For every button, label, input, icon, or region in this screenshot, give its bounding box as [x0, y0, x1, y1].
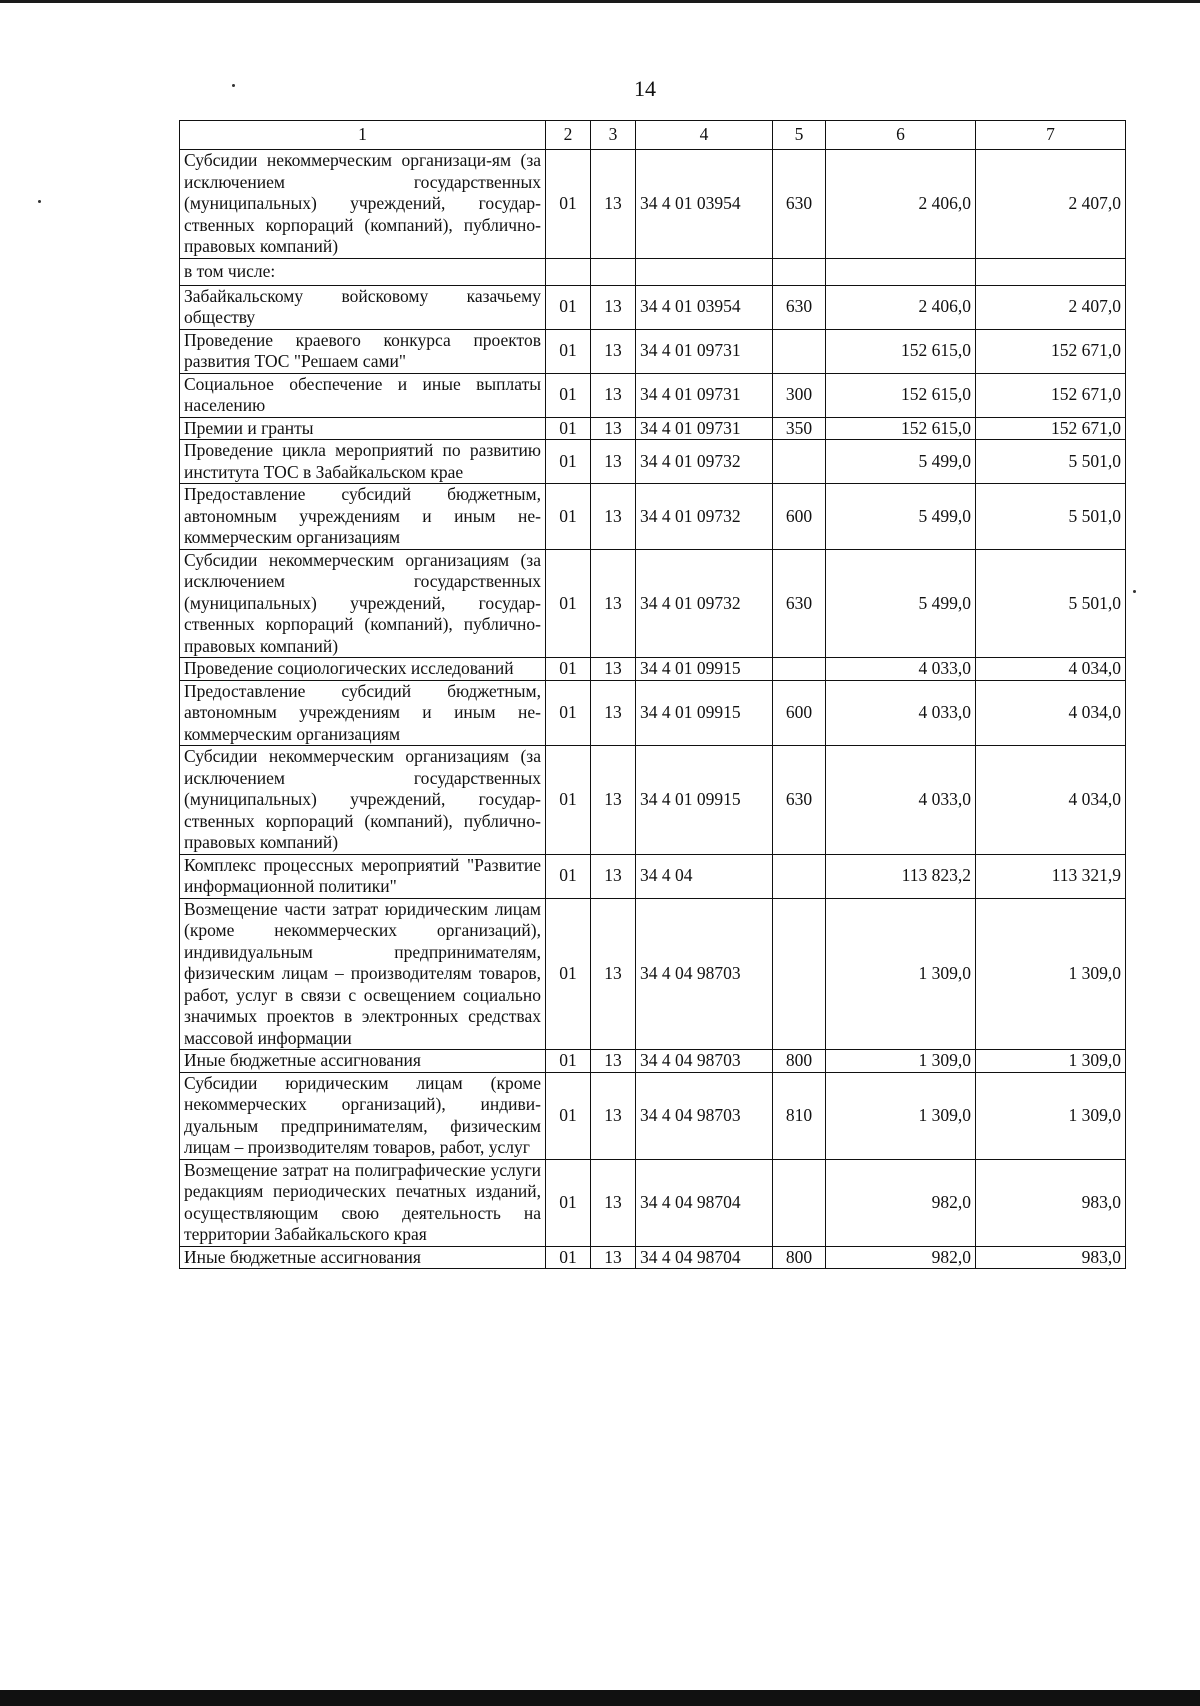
section-code-cell: 01: [546, 285, 591, 329]
row-name-cell: Комплекс процессных мероприятий "Развитие информационной политики": [180, 854, 546, 898]
amount-year-1-cell: 5 499,0: [826, 549, 976, 658]
scan-speck: [232, 84, 235, 87]
amount-year-1-cell: 152 615,0: [826, 417, 976, 440]
subsection-code-cell: 13: [591, 549, 636, 658]
section-code-cell: 01: [546, 1072, 591, 1159]
target-article-cell: 34 4 01 09731: [636, 373, 773, 417]
subsection-code-cell: 13: [591, 1246, 636, 1269]
section-code-cell: 01: [546, 373, 591, 417]
target-article-cell: 34 4 04 98703: [636, 1072, 773, 1159]
amount-year-1-cell: 1 309,0: [826, 1072, 976, 1159]
amount-year-2-cell: 113 321,9: [976, 854, 1126, 898]
subsection-code-cell: 13: [591, 484, 636, 550]
expense-type-cell: [773, 440, 826, 484]
target-article-cell: [636, 258, 773, 285]
amount-year-1-cell: 5 499,0: [826, 440, 976, 484]
amount-year-2-cell: [976, 258, 1126, 285]
amount-year-2-cell: 5 501,0: [976, 549, 1126, 658]
table-row: [180, 440, 1126, 484]
column-header: 2: [546, 121, 591, 150]
amount-year-2-cell: 4 034,0: [976, 680, 1126, 746]
amount-year-1-cell: 4 033,0: [826, 658, 976, 681]
row-name-cell: Проведение краевого конкурса проектов развития ТОС "Решаем сами": [180, 329, 546, 373]
expense-type-cell: [773, 898, 826, 1050]
target-article-cell: 34 4 01 09732: [636, 549, 773, 658]
table-row: [180, 1072, 1126, 1159]
amount-year-2-cell: 5 501,0: [976, 484, 1126, 550]
subsection-code-cell: 13: [591, 1159, 636, 1246]
section-code-cell: 01: [546, 1159, 591, 1246]
amount-year-2-cell: 4 034,0: [976, 746, 1126, 855]
target-article-cell: 34 4 01 03954: [636, 285, 773, 329]
column-header: 4: [636, 121, 773, 150]
scan-top-edge: [0, 0, 1200, 3]
target-article-cell: 34 4 04 98704: [636, 1159, 773, 1246]
expense-type-cell: 350: [773, 417, 826, 440]
expense-type-cell: 630: [773, 285, 826, 329]
target-article-cell: 34 4 01 09915: [636, 746, 773, 855]
section-code-cell: 01: [546, 440, 591, 484]
target-article-cell: 34 4 04: [636, 854, 773, 898]
amount-year-2-cell: 2 407,0: [976, 285, 1126, 329]
subsection-code-cell: [591, 258, 636, 285]
expense-type-cell: [773, 329, 826, 373]
expense-type-cell: 300: [773, 373, 826, 417]
subsection-code-cell: 13: [591, 658, 636, 681]
subsection-code-cell: 13: [591, 854, 636, 898]
table-row: [180, 1159, 1126, 1246]
section-code-cell: 01: [546, 484, 591, 550]
amount-year-2-cell: 5 501,0: [976, 440, 1126, 484]
section-code-cell: 01: [546, 1050, 591, 1073]
row-name-cell: Иные бюджетные ассигнования: [180, 1246, 546, 1269]
section-code-cell: 01: [546, 680, 591, 746]
expense-type-cell: 600: [773, 680, 826, 746]
column-header: 7: [976, 121, 1126, 150]
row-name-cell: Проведение цикла мероприятий по развитию института ТОС в Забайкальском крае: [180, 440, 546, 484]
amount-year-1-cell: 113 823,2: [826, 854, 976, 898]
row-name-cell: Забайкальскому войсковому казачьему обществу: [180, 285, 546, 329]
section-code-cell: 01: [546, 549, 591, 658]
expense-type-cell: [773, 258, 826, 285]
budget-table: [179, 120, 1126, 1269]
amount-year-2-cell: 1 309,0: [976, 1072, 1126, 1159]
target-article-cell: 34 4 01 09732: [636, 440, 773, 484]
expense-type-cell: 630: [773, 746, 826, 855]
row-name-cell: Предоставление субсидий бюджетным, автономным учреждениям и иным некоммерческим организациям: [180, 484, 546, 550]
table-row: [180, 417, 1126, 440]
row-name-cell: Социальное обеспечение и иные выплаты населению: [180, 373, 546, 417]
table-row: [180, 285, 1126, 329]
row-name-cell: Субсидии некоммерческим организаци-ям (за исключением государственных (муниципальных) учреждений, государственных корпораций (компаний), публично-правовых компаний): [180, 150, 546, 259]
expense-type-cell: 800: [773, 1246, 826, 1269]
expense-type-cell: [773, 658, 826, 681]
scan-speck: [38, 200, 41, 203]
target-article-cell: 34 4 04 98704: [636, 1246, 773, 1269]
amount-year-2-cell: 152 671,0: [976, 329, 1126, 373]
row-name-cell: Иные бюджетные ассигнования: [180, 1050, 546, 1073]
subsection-code-cell: 13: [591, 285, 636, 329]
amount-year-1-cell: 2 406,0: [826, 150, 976, 259]
section-code-cell: 01: [546, 854, 591, 898]
section-code-cell: [546, 258, 591, 285]
expense-type-cell: 800: [773, 1050, 826, 1073]
amount-year-1-cell: 4 033,0: [826, 680, 976, 746]
target-article-cell: 34 4 01 09731: [636, 329, 773, 373]
table-row: [180, 549, 1126, 658]
expense-type-cell: [773, 1159, 826, 1246]
subsection-code-cell: 13: [591, 746, 636, 855]
expense-type-cell: 600: [773, 484, 826, 550]
row-name-cell: Возмещение части затрат юридическим лицам (кроме некоммерческих организаций), индивидуальным предпринимателям, физическим лицам – производителям товаров, работ, услуг в связи с освещением социально значимых проектов в электронных средствах массовой информации: [180, 898, 546, 1050]
amount-year-2-cell: 983,0: [976, 1159, 1126, 1246]
row-name-cell: Возмещение затрат на полиграфические услуги редакциям периодических печатных изданий, осуществляющим свою деятельность на территории Забайкальского края: [180, 1159, 546, 1246]
amount-year-1-cell: 1 309,0: [826, 898, 976, 1050]
column-header: 6: [826, 121, 976, 150]
column-header: 3: [591, 121, 636, 150]
amount-year-1-cell: 982,0: [826, 1159, 976, 1246]
target-article-cell: 34 4 01 09915: [636, 680, 773, 746]
table-row: [180, 258, 1126, 285]
expense-type-cell: 810: [773, 1072, 826, 1159]
table-row: [180, 746, 1126, 855]
row-name-cell: Субсидии юридическим лицам (кроме некоммерческих организаций), индивидуальным предпринимателям, физическим лицам – производителям товаров, работ, услуг: [180, 1072, 546, 1159]
subsection-code-cell: 13: [591, 417, 636, 440]
subsection-code-cell: 13: [591, 150, 636, 259]
amount-year-2-cell: 1 309,0: [976, 898, 1126, 1050]
target-article-cell: 34 4 04 98703: [636, 898, 773, 1050]
section-code-cell: 01: [546, 746, 591, 855]
section-code-cell: 01: [546, 1246, 591, 1269]
table-row: [180, 1050, 1126, 1073]
section-code-cell: 01: [546, 417, 591, 440]
table-row: [180, 150, 1126, 259]
amount-year-1-cell: 2 406,0: [826, 285, 976, 329]
section-code-cell: 01: [546, 658, 591, 681]
section-code-cell: 01: [546, 150, 591, 259]
table-row: [180, 329, 1126, 373]
row-name-cell: Субсидии некоммерческим организациям (за исключением государственных (муниципальных) учреждений, государственных корпораций (компаний), публично-правовых компаний): [180, 746, 546, 855]
row-name-cell: в том числе:: [180, 258, 546, 285]
scan-bottom-band: [0, 1690, 1200, 1706]
subsection-code-cell: 13: [591, 1072, 636, 1159]
row-name-cell: Предоставление субсидий бюджетным, автономным учреждениям и иным некоммерческим организациям: [180, 680, 546, 746]
target-article-cell: 34 4 01 09732: [636, 484, 773, 550]
subsection-code-cell: 13: [591, 1050, 636, 1073]
row-name-cell: Проведение социологических исследований: [180, 658, 546, 681]
section-code-cell: 01: [546, 898, 591, 1050]
amount-year-2-cell: 2 407,0: [976, 150, 1126, 259]
amount-year-2-cell: 983,0: [976, 1246, 1126, 1269]
subsection-code-cell: 13: [591, 680, 636, 746]
amount-year-1-cell: 152 615,0: [826, 373, 976, 417]
column-header: 1: [180, 121, 546, 150]
header-row: [180, 121, 1126, 150]
amount-year-1-cell: 1 309,0: [826, 1050, 976, 1073]
amount-year-2-cell: 4 034,0: [976, 658, 1126, 681]
target-article-cell: 34 4 01 09731: [636, 417, 773, 440]
amount-year-1-cell: 152 615,0: [826, 329, 976, 373]
table-row: [180, 854, 1126, 898]
row-name-cell: Премии и гранты: [180, 417, 546, 440]
row-name-cell: Субсидии некоммерческим организациям (за исключением государственных (муниципальных) учреждений, государственных корпораций (компаний), публично-правовых компаний): [180, 549, 546, 658]
table-row: [180, 1246, 1126, 1269]
amount-year-1-cell: 982,0: [826, 1246, 976, 1269]
amount-year-1-cell: [826, 258, 976, 285]
amount-year-1-cell: 5 499,0: [826, 484, 976, 550]
subsection-code-cell: 13: [591, 373, 636, 417]
column-header: 5: [773, 121, 826, 150]
target-article-cell: 34 4 01 09915: [636, 658, 773, 681]
target-article-cell: 34 4 01 03954: [636, 150, 773, 259]
subsection-code-cell: 13: [591, 440, 636, 484]
scan-speck: [1133, 590, 1136, 593]
expense-type-cell: [773, 854, 826, 898]
table-row: [180, 898, 1126, 1050]
expense-type-cell: 630: [773, 150, 826, 259]
table-row: [180, 658, 1126, 681]
table-row: [180, 680, 1126, 746]
table-row: [180, 484, 1126, 550]
table-row: [180, 373, 1126, 417]
subsection-code-cell: 13: [591, 898, 636, 1050]
amount-year-2-cell: 152 671,0: [976, 417, 1126, 440]
section-code-cell: 01: [546, 329, 591, 373]
table-body: [180, 150, 1126, 1269]
expense-type-cell: 630: [773, 549, 826, 658]
amount-year-2-cell: 1 309,0: [976, 1050, 1126, 1073]
subsection-code-cell: 13: [591, 329, 636, 373]
target-article-cell: 34 4 04 98703: [636, 1050, 773, 1073]
amount-year-2-cell: 152 671,0: [976, 373, 1126, 417]
amount-year-1-cell: 4 033,0: [826, 746, 976, 855]
page-number: 14: [634, 76, 656, 101]
